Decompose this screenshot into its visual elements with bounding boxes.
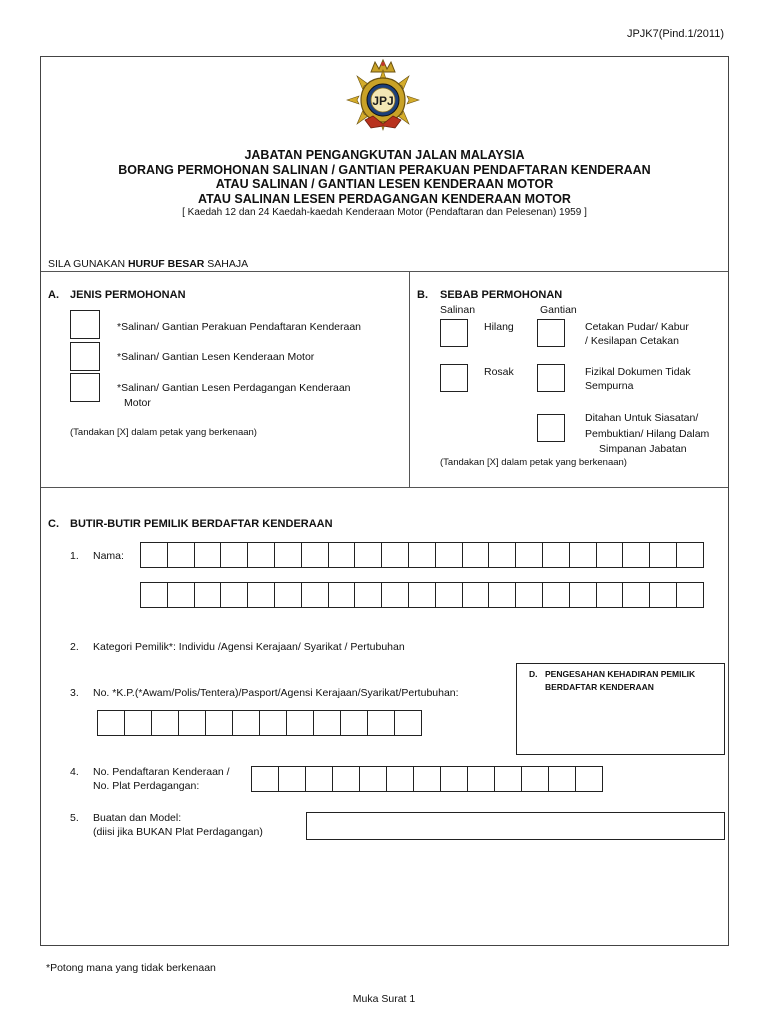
checkbox-a1[interactable] bbox=[70, 310, 100, 339]
checkbox-gantian-fizikal[interactable] bbox=[537, 364, 565, 392]
option-a3-label: *Salinan/ Gantian Lesen Perdagangan Kenderaan bbox=[117, 382, 351, 394]
char-cell[interactable] bbox=[515, 582, 543, 608]
char-cell[interactable] bbox=[167, 582, 195, 608]
divider-instruction bbox=[41, 271, 728, 272]
char-cell[interactable] bbox=[569, 582, 597, 608]
reason3-line1: Ditahan Untuk Siasatan/ bbox=[585, 412, 699, 424]
instruction-text bbox=[48, 258, 248, 270]
char-cell[interactable] bbox=[220, 582, 248, 608]
char-cell[interactable] bbox=[386, 766, 414, 792]
char-cell[interactable] bbox=[676, 542, 704, 568]
char-cell[interactable] bbox=[596, 582, 624, 608]
char-cell[interactable] bbox=[622, 542, 650, 568]
reason2-line1: Fizikal Dokumen Tidak bbox=[585, 366, 691, 378]
header-title-line2: BORANG PERMOHONAN SALINAN / GANTIAN PERAKUAN PENDAFTARAN KENDERAAN bbox=[118, 162, 651, 177]
char-cell[interactable] bbox=[354, 582, 382, 608]
item5-label-line2: (diisi jika BUKAN Plat Perdagangan) bbox=[93, 826, 263, 838]
reason1-line2: / Kesilapan Cetakan bbox=[585, 335, 679, 347]
col-gantian-label: Gantian bbox=[540, 304, 577, 316]
char-cell[interactable] bbox=[301, 542, 329, 568]
char-cell[interactable] bbox=[649, 582, 677, 608]
char-cell[interactable] bbox=[649, 542, 677, 568]
make-model-field[interactable] bbox=[306, 812, 725, 840]
item5-label-line1: Buatan dan Model: bbox=[93, 812, 182, 824]
char-cell[interactable] bbox=[488, 582, 516, 608]
section-b-letter: B. bbox=[417, 289, 428, 301]
section-a-title: JENIS PERMOHONAN bbox=[70, 289, 186, 301]
header-title-line4: ATAU SALINAN LESEN PERDAGANGAN KENDERAAN MOTOR bbox=[198, 191, 571, 206]
char-cell[interactable] bbox=[367, 710, 395, 736]
section-d-box bbox=[516, 663, 725, 755]
char-cell[interactable] bbox=[462, 582, 490, 608]
char-cell[interactable] bbox=[305, 766, 333, 792]
char-cell[interactable] bbox=[515, 542, 543, 568]
char-cell[interactable] bbox=[467, 766, 495, 792]
char-cell[interactable] bbox=[676, 582, 704, 608]
char-cell[interactable] bbox=[340, 710, 368, 736]
jpj-emblem-icon bbox=[343, 58, 423, 134]
checkbox-gantian-pudar[interactable] bbox=[537, 319, 565, 347]
header-reference: [ Kaedah 12 dan 24 Kaedah-kaedah Kenderaan Motor (Pendaftaran dan Pelesenan) 1959 ] bbox=[182, 207, 587, 218]
item5-num: 5. bbox=[70, 812, 79, 824]
item4-label-line2: No. Plat Perdagangan: bbox=[93, 780, 200, 792]
char-cell[interactable] bbox=[542, 542, 570, 568]
char-cell[interactable] bbox=[622, 582, 650, 608]
char-cell[interactable] bbox=[521, 766, 549, 792]
instruction-suffix: SAHAJA bbox=[204, 258, 249, 270]
item4-label-line1: No. Pendaftaran Kenderaan / bbox=[93, 766, 230, 778]
form-header bbox=[40, 148, 729, 219]
logo-letters: JPJ bbox=[372, 94, 394, 108]
char-cell[interactable] bbox=[408, 582, 436, 608]
char-cell[interactable] bbox=[220, 542, 248, 568]
footer-note: *Potong mana yang tidak berkenaan bbox=[46, 962, 216, 974]
char-cell[interactable] bbox=[462, 542, 490, 568]
char-cell[interactable] bbox=[408, 542, 436, 568]
reason2-line2: Sempurna bbox=[585, 380, 634, 392]
char-cell[interactable] bbox=[286, 710, 314, 736]
char-cell[interactable] bbox=[251, 766, 279, 792]
char-cell[interactable] bbox=[381, 582, 409, 608]
item2-num: 2. bbox=[70, 641, 79, 653]
rosak-label: Rosak bbox=[484, 366, 514, 378]
char-cell[interactable] bbox=[332, 766, 360, 792]
char-cell[interactable] bbox=[394, 710, 422, 736]
char-cell[interactable] bbox=[440, 766, 468, 792]
option-a3-label-cont: Motor bbox=[124, 397, 151, 409]
char-cell[interactable] bbox=[569, 542, 597, 568]
header-title-line3: ATAU SALINAN / GANTIAN LESEN KENDERAAN MOTOR bbox=[215, 177, 554, 191]
char-cell[interactable] bbox=[301, 582, 329, 608]
reason3-line2: Pembuktian/ Hilang Dalam bbox=[585, 428, 710, 440]
option-a2-label: *Salinan/ Gantian Lesen Kenderaan Motor bbox=[117, 351, 315, 363]
char-cell[interactable] bbox=[494, 766, 522, 792]
nama-field-row1[interactable] bbox=[140, 542, 703, 568]
reason1-line1: Cetakan Pudar/ Kabur bbox=[585, 321, 689, 333]
divider-section-c bbox=[41, 487, 728, 488]
instruction-bold: HURUF BESAR bbox=[127, 258, 205, 270]
section-c-title: BUTIR-BUTIR PEMILIK BERDAFTAR KENDERAAN bbox=[70, 518, 333, 530]
char-cell[interactable] bbox=[488, 542, 516, 568]
char-cell[interactable] bbox=[381, 542, 409, 568]
kp-number-field[interactable] bbox=[97, 710, 421, 736]
item1-num: 1. bbox=[70, 550, 79, 562]
col-salinan-label: Salinan bbox=[440, 304, 476, 316]
divider-a-b bbox=[409, 271, 410, 487]
header-agency: JABATAN PENGANGKUTAN JALAN MALAYSIA bbox=[244, 148, 525, 162]
checkbox-a2[interactable] bbox=[70, 342, 100, 371]
char-cell[interactable] bbox=[278, 766, 306, 792]
item1-label: Nama: bbox=[93, 550, 124, 562]
char-cell[interactable] bbox=[194, 542, 222, 568]
char-cell[interactable] bbox=[140, 582, 168, 608]
item4-num: 4. bbox=[70, 766, 79, 778]
registration-number-field[interactable] bbox=[251, 766, 602, 792]
char-cell[interactable] bbox=[542, 582, 570, 608]
char-cell[interactable] bbox=[232, 710, 260, 736]
char-cell[interactable] bbox=[247, 582, 275, 608]
page-number: Muka Surat 1 bbox=[352, 993, 416, 1005]
char-cell[interactable] bbox=[97, 710, 125, 736]
section-d-letter: D. bbox=[529, 669, 538, 679]
instruction-prefix: SILA GUNAKAN bbox=[48, 258, 128, 270]
reason3-line3: Simpanan Jabatan bbox=[599, 443, 687, 455]
char-cell[interactable] bbox=[354, 542, 382, 568]
section-b-note: (Tandakan [X] dalam petak yang berkenaan) bbox=[440, 457, 627, 468]
nama-field-row2[interactable] bbox=[140, 582, 703, 608]
char-cell[interactable] bbox=[413, 766, 441, 792]
hilang-label: Hilang bbox=[484, 321, 514, 333]
char-cell[interactable] bbox=[274, 542, 302, 568]
section-a-letter: A. bbox=[48, 289, 59, 301]
checkbox-salinan-hilang[interactable] bbox=[440, 319, 468, 347]
section-d-title-line1: PENGESAHAN KEHADIRAN PEMILIK bbox=[545, 669, 696, 679]
char-cell[interactable] bbox=[596, 542, 624, 568]
checkbox-a3[interactable] bbox=[70, 373, 100, 402]
char-cell[interactable] bbox=[194, 582, 222, 608]
char-cell[interactable] bbox=[124, 710, 152, 736]
char-cell[interactable] bbox=[274, 582, 302, 608]
char-cell[interactable] bbox=[140, 542, 168, 568]
checkbox-salinan-rosak[interactable] bbox=[440, 364, 468, 392]
section-d-title-line2: BERDAFTAR KENDERAAN bbox=[545, 682, 654, 692]
char-cell[interactable] bbox=[435, 542, 463, 568]
char-cell[interactable] bbox=[575, 766, 603, 792]
option-a1-label: *Salinan/ Gantian Perakuan Pendaftaran Kenderaan bbox=[117, 321, 362, 333]
char-cell[interactable] bbox=[167, 542, 195, 568]
section-b-title: SEBAB PERMOHONAN bbox=[440, 289, 563, 301]
form-code: JPJK7(Pind.1/2011) bbox=[626, 28, 724, 40]
char-cell[interactable] bbox=[359, 766, 387, 792]
item3-label: No. *K.P.(*Awam/Polis/Tentera)/Pasport/Agensi Kerajaan/Syarikat/Pertubuhan: bbox=[93, 687, 459, 699]
char-cell[interactable] bbox=[328, 582, 356, 608]
char-cell[interactable] bbox=[151, 710, 179, 736]
char-cell[interactable] bbox=[205, 710, 233, 736]
section-c-letter: C. bbox=[48, 518, 59, 530]
char-cell[interactable] bbox=[548, 766, 576, 792]
char-cell[interactable] bbox=[435, 582, 463, 608]
char-cell[interactable] bbox=[328, 542, 356, 568]
char-cell[interactable] bbox=[247, 542, 275, 568]
char-cell[interactable] bbox=[178, 710, 206, 736]
char-cell[interactable] bbox=[313, 710, 341, 736]
section-a-note: (Tandakan [X] dalam petak yang berkenaan) bbox=[70, 427, 257, 438]
item2-label: Kategori Pemilik*: Individu /Agensi Kerajaan/ Syarikat / Pertubuhan bbox=[93, 641, 405, 653]
item3-num: 3. bbox=[70, 687, 79, 699]
char-cell[interactable] bbox=[259, 710, 287, 736]
checkbox-gantian-ditahan[interactable] bbox=[537, 414, 565, 442]
